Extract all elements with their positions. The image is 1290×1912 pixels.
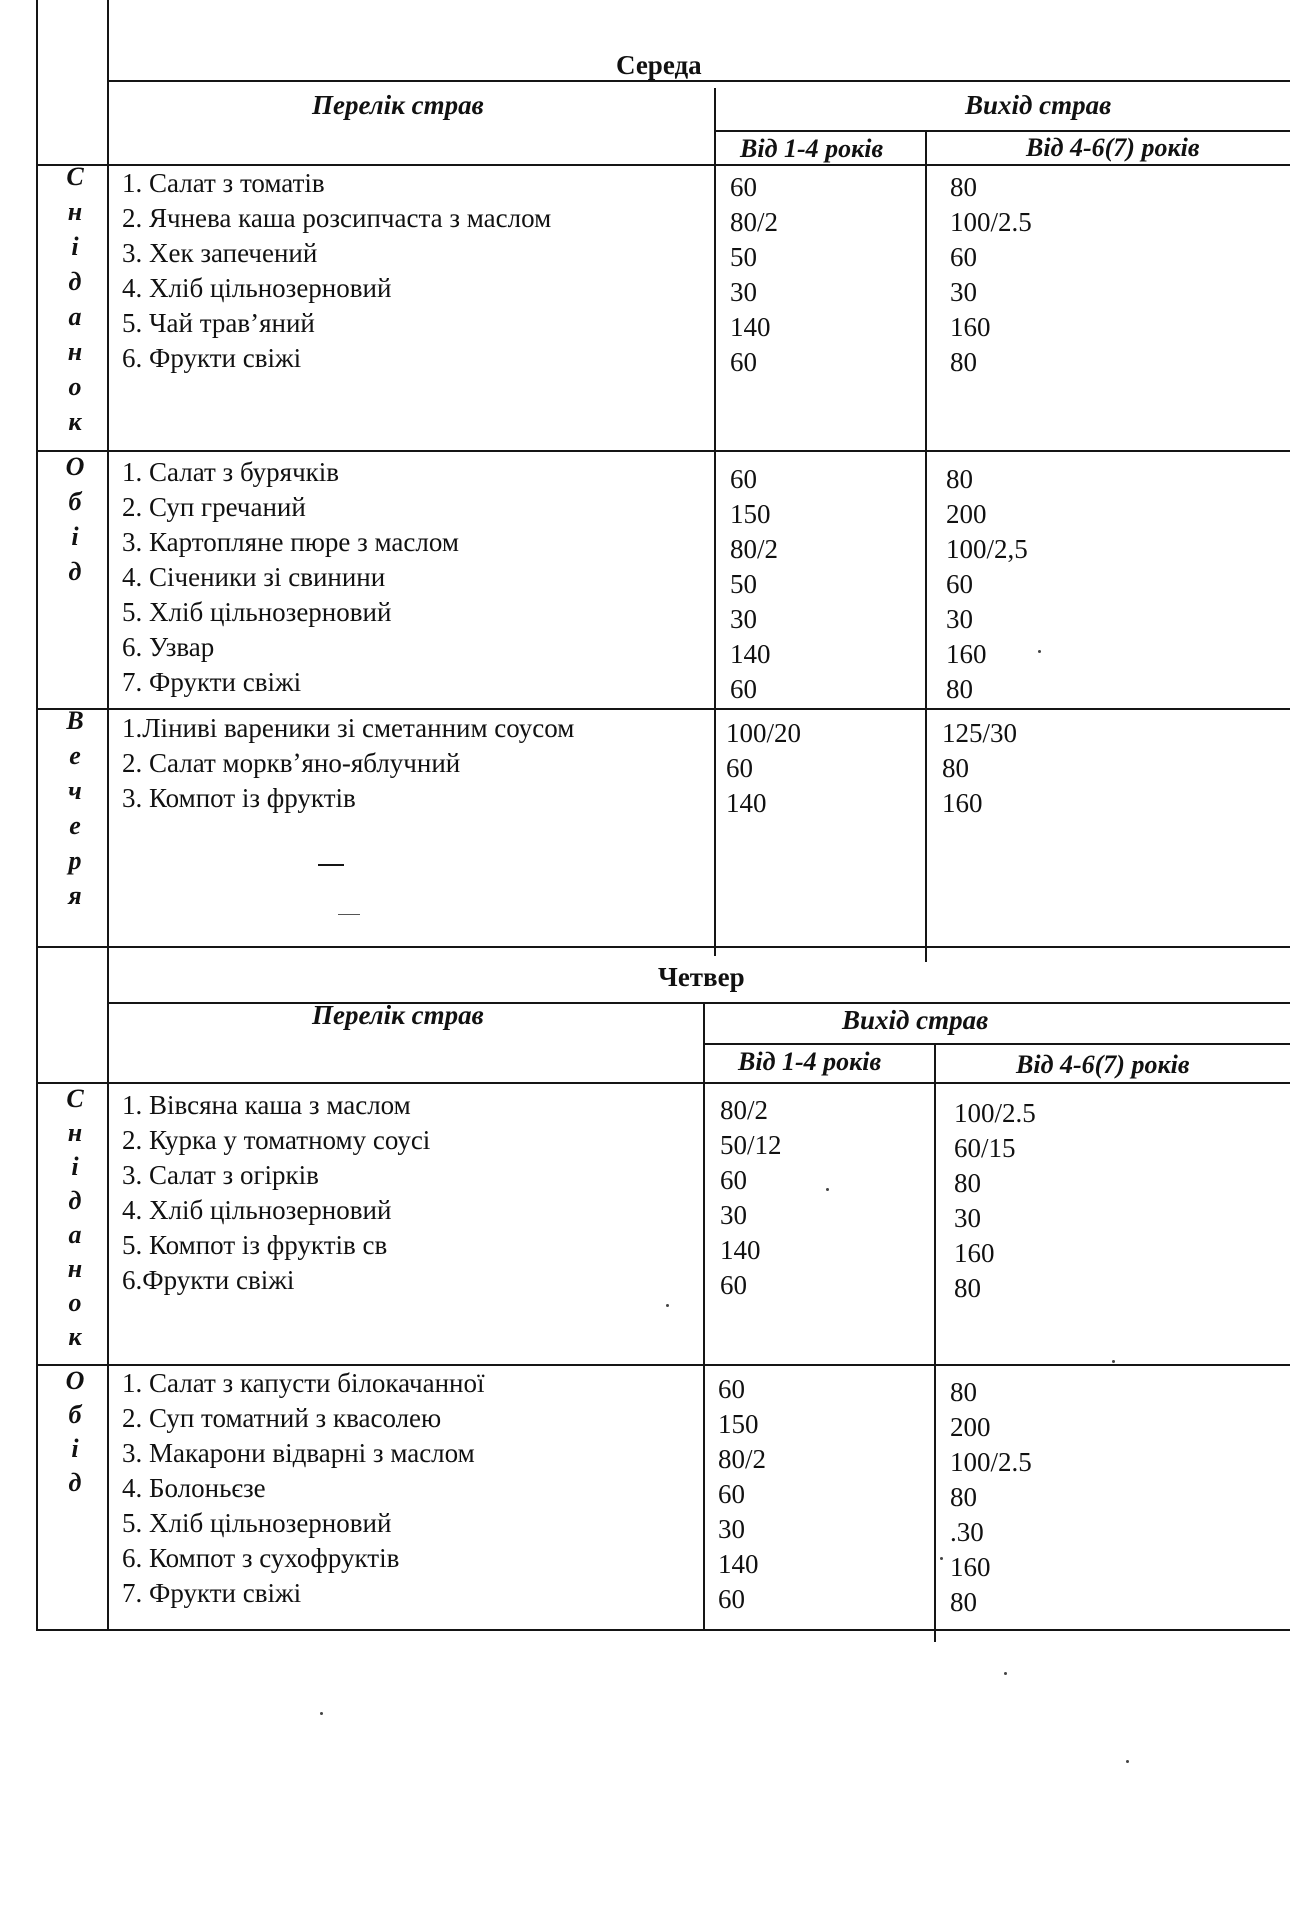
dish-name: 4. Болоньєзе	[122, 1473, 266, 1503]
portion-value: 60	[730, 464, 757, 494]
portion-value: 200	[946, 499, 987, 529]
portion-value: 160	[954, 1238, 995, 1268]
scan-speck	[1038, 650, 1041, 653]
meal-letter: д	[68, 1186, 82, 1215]
meal-column-divider	[107, 0, 109, 1630]
breakfast-portion-4-7	[950, 170, 1032, 380]
portion-value: 60	[730, 172, 757, 202]
wed-header-mid-rule	[714, 130, 1290, 132]
age-1-4-header: Від 1-4 років	[738, 1047, 882, 1076]
meal-letter: С	[66, 1084, 84, 1113]
portion-value: 60	[720, 1165, 747, 1195]
portion-value: 30	[954, 1203, 981, 1233]
meal-letter: а	[68, 1220, 82, 1249]
dish-name: 7. Фрукти свіжі	[122, 667, 302, 697]
thu-title-rule	[107, 1002, 1290, 1004]
meal-letter: е	[69, 811, 81, 840]
meal-letter: к	[68, 407, 82, 436]
dash-mark	[318, 864, 344, 866]
dish-name: 6.Фрукти свіжі	[122, 1265, 295, 1295]
scan-speck	[1112, 1360, 1115, 1363]
dish-name: 2. Курка у томатному соусі	[122, 1125, 431, 1155]
dish-name: 2. Суп томатний з квасолею	[122, 1403, 442, 1433]
dish-name: 3. Компот із фруктів	[122, 783, 356, 813]
portion-value: 30	[720, 1200, 747, 1230]
portion-value: 80	[950, 1377, 977, 1407]
portion-value: 140	[726, 788, 767, 818]
portion-value: 140	[718, 1549, 759, 1579]
age-1-4-header: Від 1-4 років	[740, 134, 884, 163]
portion-value: 160	[950, 1552, 991, 1582]
lunch-dish-list	[122, 455, 459, 700]
breakfast-portion-1-4	[720, 1093, 782, 1303]
portion-value: 80/2	[730, 207, 779, 237]
lunch-dish-list	[122, 1366, 485, 1611]
portion-value: 60	[718, 1584, 745, 1614]
portion-value: 50/12	[720, 1130, 782, 1160]
portion-value: 100/2,5	[946, 534, 1028, 564]
portion-value: 140	[720, 1235, 761, 1265]
meal-letter: р	[68, 846, 82, 875]
meal-letter: б	[68, 487, 82, 516]
lunch-portion-1-4	[718, 1372, 766, 1617]
portion-value: 125/30	[942, 718, 1018, 748]
thu-end-rule	[36, 1629, 1290, 1631]
meal-letter: о	[68, 372, 82, 401]
meal-letter: С	[66, 162, 84, 191]
portion-value: 80	[950, 1587, 977, 1617]
meal-letter: е	[69, 741, 81, 770]
portion-value: 30	[950, 277, 977, 307]
lunch-portion-4-7	[946, 462, 1028, 707]
wed-dishes-divider	[714, 88, 716, 956]
output-header: Вихід страв	[965, 90, 1112, 120]
thu-age-divider	[934, 1043, 936, 1642]
portion-value: 150	[718, 1409, 759, 1439]
meal-letter: к	[68, 1322, 82, 1351]
meal-letter: д	[68, 267, 82, 296]
portion-value: 60	[730, 674, 757, 704]
meal-letter: н	[67, 1118, 83, 1147]
scan-speck	[320, 1712, 323, 1715]
meal-letter: б	[68, 1400, 82, 1429]
breakfast-portion-1-4	[730, 170, 778, 380]
dish-name: 5. Хліб цільнозерновий	[122, 1508, 392, 1538]
scan-speck	[666, 1304, 669, 1307]
meal-letter: д	[68, 1468, 82, 1497]
portion-value: 60/15	[954, 1133, 1016, 1163]
portion-value: 60	[726, 753, 753, 783]
dish-name: 1. Салат з томатів	[122, 168, 325, 198]
portion-value: 160	[946, 639, 987, 669]
portion-value: 30	[718, 1514, 745, 1544]
dish-name: 5. Компот із фруктів св	[122, 1230, 388, 1260]
dish-name: 6. Компот з сухофруктів	[122, 1543, 400, 1573]
thu-dishes-divider	[703, 1003, 705, 1631]
dish-name: 2. Суп гречаний	[122, 492, 306, 522]
output-header: Вихід страв	[842, 1005, 989, 1035]
dish-name: 1. Салат з капусти білокачанної	[122, 1368, 485, 1398]
portion-value: 30	[946, 604, 973, 634]
portion-value: 80	[950, 347, 977, 377]
breakfast-dish-list	[122, 166, 551, 376]
scan-speck	[1004, 1672, 1007, 1675]
meal-letter: О	[65, 1366, 85, 1395]
dinner-portion-4-7	[942, 716, 1017, 821]
wed-lunch-end-rule	[36, 708, 1290, 710]
meal-letter: і	[71, 522, 79, 551]
scan-speck	[826, 1188, 829, 1191]
dish-name: 6. Фрукти свіжі	[122, 343, 302, 373]
dish-name: 5. Чай трав’яний	[122, 308, 315, 338]
dinner-portion-1-4	[726, 716, 801, 821]
portion-value: 80	[954, 1273, 981, 1303]
day-title: Четвер	[658, 962, 745, 992]
day-title: Середа	[616, 50, 702, 80]
dish-name: 3. Хек запечений	[122, 238, 318, 268]
meal-letter: н	[67, 337, 83, 366]
thu-header-bottom-rule	[36, 1082, 1290, 1084]
dish-name: 2. Ячнева каша розсипчаста з маслом	[122, 203, 552, 233]
dish-name: 3. Картопляне пюре з маслом	[122, 527, 459, 557]
meal-letter: О	[65, 452, 85, 481]
wed-age-divider	[925, 132, 927, 962]
lunch-portion-1-4	[730, 462, 778, 707]
portion-value: 60	[730, 347, 757, 377]
dish-name: 4. Хліб цільнозерновий	[122, 1195, 392, 1225]
portion-value: 100/2.5	[950, 1447, 1032, 1477]
meal-letter: н	[67, 197, 83, 226]
outer-left-border	[36, 0, 38, 1630]
dish-name: 4. Хліб цільнозерновий	[122, 273, 392, 303]
meal-letter: а	[68, 302, 82, 331]
meal-letter: В	[66, 706, 84, 735]
dish-name: 7. Фрукти свіжі	[122, 1578, 302, 1608]
dishes-header: Перелік страв	[312, 90, 484, 120]
dish-name: 6. Узвар	[122, 632, 215, 662]
meal-letter: і	[71, 1434, 79, 1463]
meal-letter: н	[67, 1254, 83, 1283]
meal-letter: і	[71, 232, 79, 261]
portion-value: 100/2.5	[950, 207, 1032, 237]
dish-name: 3. Салат з огірків	[122, 1160, 319, 1190]
portion-value: 140	[730, 312, 771, 342]
wed-title-rule	[107, 80, 1290, 82]
portion-value: .30	[950, 1517, 984, 1547]
meal-letter: я	[68, 881, 82, 910]
breakfast-portion-4-7	[954, 1096, 1036, 1306]
portion-value: 60	[718, 1374, 745, 1404]
portion-value: 60	[718, 1479, 745, 1509]
meal-letter: о	[68, 1288, 82, 1317]
portion-value: 100/20	[726, 718, 802, 748]
wed-end-rule	[36, 946, 1290, 948]
age-4-7-header: Від 4-6(7) років	[1026, 133, 1200, 162]
portion-value: 60	[946, 569, 973, 599]
portion-value: 60	[950, 242, 977, 272]
portion-value: 160	[950, 312, 991, 342]
portion-value: 80	[942, 753, 969, 783]
portion-value: 80	[954, 1168, 981, 1198]
portion-value: 80/2	[720, 1095, 769, 1125]
portion-value: 160	[942, 788, 983, 818]
portion-value: 80	[950, 172, 977, 202]
portion-value: 150	[730, 499, 771, 529]
dish-name: 2. Салат морквʼяно-яблучний	[122, 748, 461, 778]
meal-letter: д	[68, 557, 82, 586]
scan-speck	[940, 1557, 943, 1560]
wed-breakfast-end-rule	[36, 450, 1290, 452]
dish-name: 3. Макарони відварні з маслом	[122, 1438, 475, 1468]
portion-value: 140	[730, 639, 771, 669]
dishes-header: Перелік страв	[312, 1000, 484, 1030]
dish-name: 5. Хліб цільнозерновий	[122, 597, 392, 627]
portion-value: 80	[946, 674, 973, 704]
portion-value: 60	[720, 1270, 747, 1300]
meal-letter: ч	[68, 776, 82, 805]
scan-speck	[1126, 1760, 1129, 1763]
portion-value: 80	[946, 464, 973, 494]
dash-mark	[338, 914, 360, 915]
age-4-7-header: Від 4-6(7) років	[1016, 1050, 1190, 1079]
portion-value: 80	[950, 1482, 977, 1512]
portion-value: 50	[730, 242, 757, 272]
portion-value: 200	[950, 1412, 991, 1442]
portion-value: 80/2	[730, 534, 779, 564]
dish-name: 1. Вівсяна каша з маслом	[122, 1090, 411, 1120]
dish-name: 1. Салат з бурячків	[122, 457, 340, 487]
portion-value: 50	[730, 569, 757, 599]
meal-letter: і	[71, 1152, 79, 1181]
dish-name: 4. Січеники зі свинини	[122, 562, 386, 592]
thu-header-mid-rule	[703, 1043, 1290, 1045]
portion-value: 30	[730, 277, 757, 307]
dinner-dish-list	[122, 711, 574, 816]
portion-value: 30	[730, 604, 757, 634]
portion-value: 80/2	[718, 1444, 767, 1474]
breakfast-dish-list	[122, 1088, 430, 1298]
lunch-portion-4-7	[950, 1375, 1032, 1620]
portion-value: 100/2.5	[954, 1098, 1036, 1128]
dish-name: 1.Ліниві вареники зі сметанним соусом	[122, 713, 575, 743]
